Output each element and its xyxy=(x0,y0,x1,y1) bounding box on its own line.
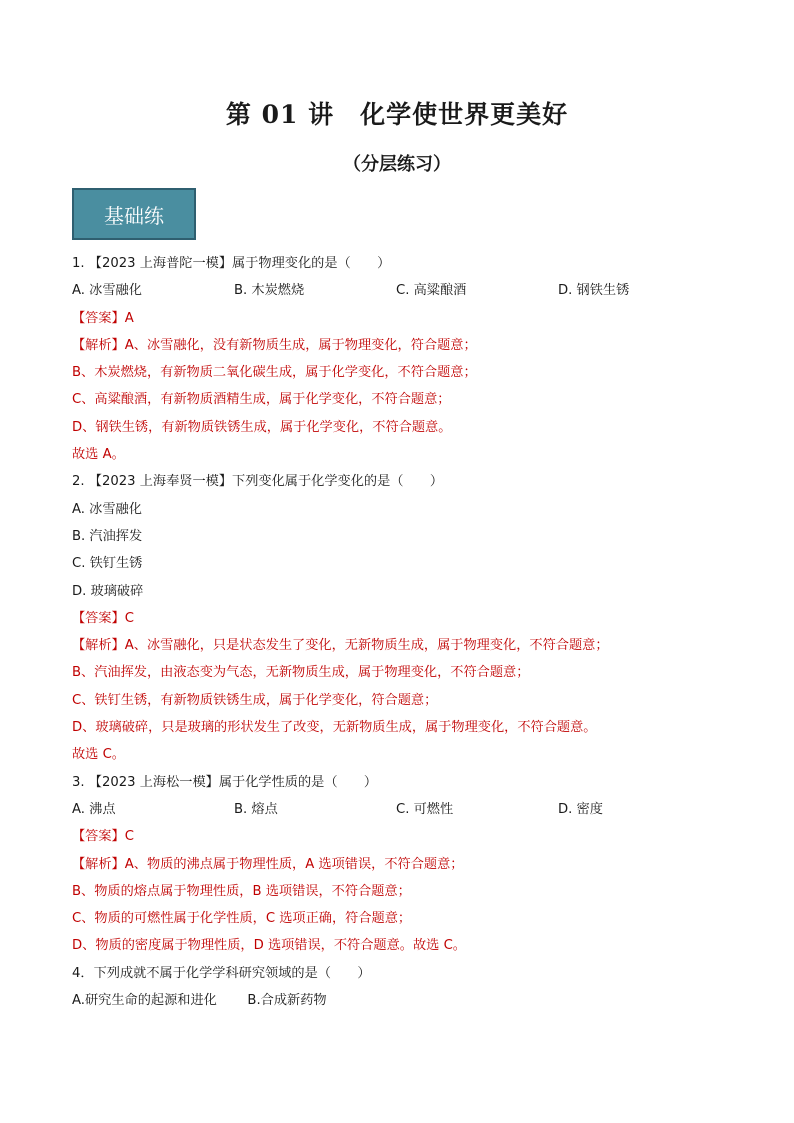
option-item: D. 密度 xyxy=(558,801,603,817)
answer-line xyxy=(72,632,732,659)
answer-label: 【解析】 xyxy=(72,337,125,353)
explanation-line: B、汽油挥发，由液态变为气态，无新物质生成，属于物理变化，不符合题意； xyxy=(72,665,530,681)
answer-text: C xyxy=(124,610,134,626)
answer-label: 【答案】 xyxy=(72,610,125,626)
question-line: A.研究生命的起源和进化 B.合成新药物 xyxy=(72,993,327,1009)
option-item: C. 高粱酿酒 xyxy=(396,283,467,299)
question-line: D. 玻璃破碎 xyxy=(72,583,144,599)
question-line: 1. 【2023 上海普陀一模】属于物理变化的是（ ） xyxy=(72,256,391,271)
answer-label: 【解析】 xyxy=(72,638,125,654)
option-row xyxy=(72,277,732,304)
question-line: 2. 【2023 上海奉贤一模】下列变化属于化学变化的是（ ） xyxy=(72,474,444,490)
page-title: 第 01 讲 化学使世界更美好 xyxy=(225,100,569,129)
answer-line xyxy=(72,605,732,632)
explanation-line: C、物质的可燃性属于化学性质，C 选项正确，符合题意； xyxy=(72,911,412,927)
section-badge: 基础练 xyxy=(72,188,196,240)
question-line: 4．下列成就不属于化学学科研究领域的是（ ） xyxy=(72,965,371,981)
question-line: C. 铁钉生锈 xyxy=(72,556,143,572)
answer-line xyxy=(72,305,732,332)
question-line: B. 汽油挥发 xyxy=(72,528,143,544)
question-content xyxy=(72,250,732,1014)
answer-label: 【答案】 xyxy=(72,310,125,326)
explanation-line: D、玻璃破碎，只是玻璃的形状发生了改变，无新物质生成，属于物理变化，不符合题意。 xyxy=(72,720,597,736)
option-item: A. 冰雪融化 xyxy=(72,283,142,299)
answer-line xyxy=(72,851,732,878)
explanation-line: B、木炭燃烧，有新物质二氧化碳生成，属于化学变化，不符合题意； xyxy=(72,365,477,381)
explanation-line: D、钢铁生锈，有新物质铁锈生成，属于化学变化，不符合题意。 xyxy=(72,419,452,435)
option-item: B. 木炭燃烧 xyxy=(234,283,305,299)
answer-text: A、物质的沸点属于物理性质，A 选项错误，不符合题意； xyxy=(124,856,464,872)
answer-text: A、冰雪融化，只是状态发生了变化，无新物质生成，属于物理变化，不符合题意； xyxy=(124,638,609,654)
option-item: A. 沸点 xyxy=(72,801,116,817)
question-line: A. 冰雪融化 xyxy=(72,501,142,517)
option-item: D. 钢铁生锈 xyxy=(558,283,630,299)
question-line: 3. 【2023 上海松一模】属于化学性质的是（ ） xyxy=(72,774,378,790)
option-item: C. 可燃性 xyxy=(396,801,454,817)
explanation-line: B、物质的熔点属于物理性质，B 选项错误，不符合题意； xyxy=(72,883,411,899)
answer-line xyxy=(72,823,732,850)
option-row xyxy=(72,796,732,823)
explanation-line: C、高粱酿酒，有新物质酒精生成，属于化学变化，不符合题意； xyxy=(72,392,451,408)
explanation-line: D、物质的密度属于物理性质，D 选项错误，不符合题意。故选 C。 xyxy=(72,938,466,954)
explanation-line: 故选 C。 xyxy=(72,747,125,763)
option-item: B. 熔点 xyxy=(234,801,278,817)
answer-text: A xyxy=(124,310,134,326)
answer-label: 【解析】 xyxy=(72,856,125,872)
explanation-line: C、铁钉生锈，有新物质铁锈生成，属于化学变化，符合题意； xyxy=(72,692,438,708)
answer-text: A、冰雪融化，没有新物质生成，属于物理变化，符合题意； xyxy=(124,337,477,353)
answer-label: 【答案】 xyxy=(72,829,125,845)
explanation-line: 故选 A。 xyxy=(72,447,125,463)
answer-text: C xyxy=(124,829,134,845)
answer-line xyxy=(72,332,732,359)
page-subtitle: （分层练习） xyxy=(343,154,451,175)
